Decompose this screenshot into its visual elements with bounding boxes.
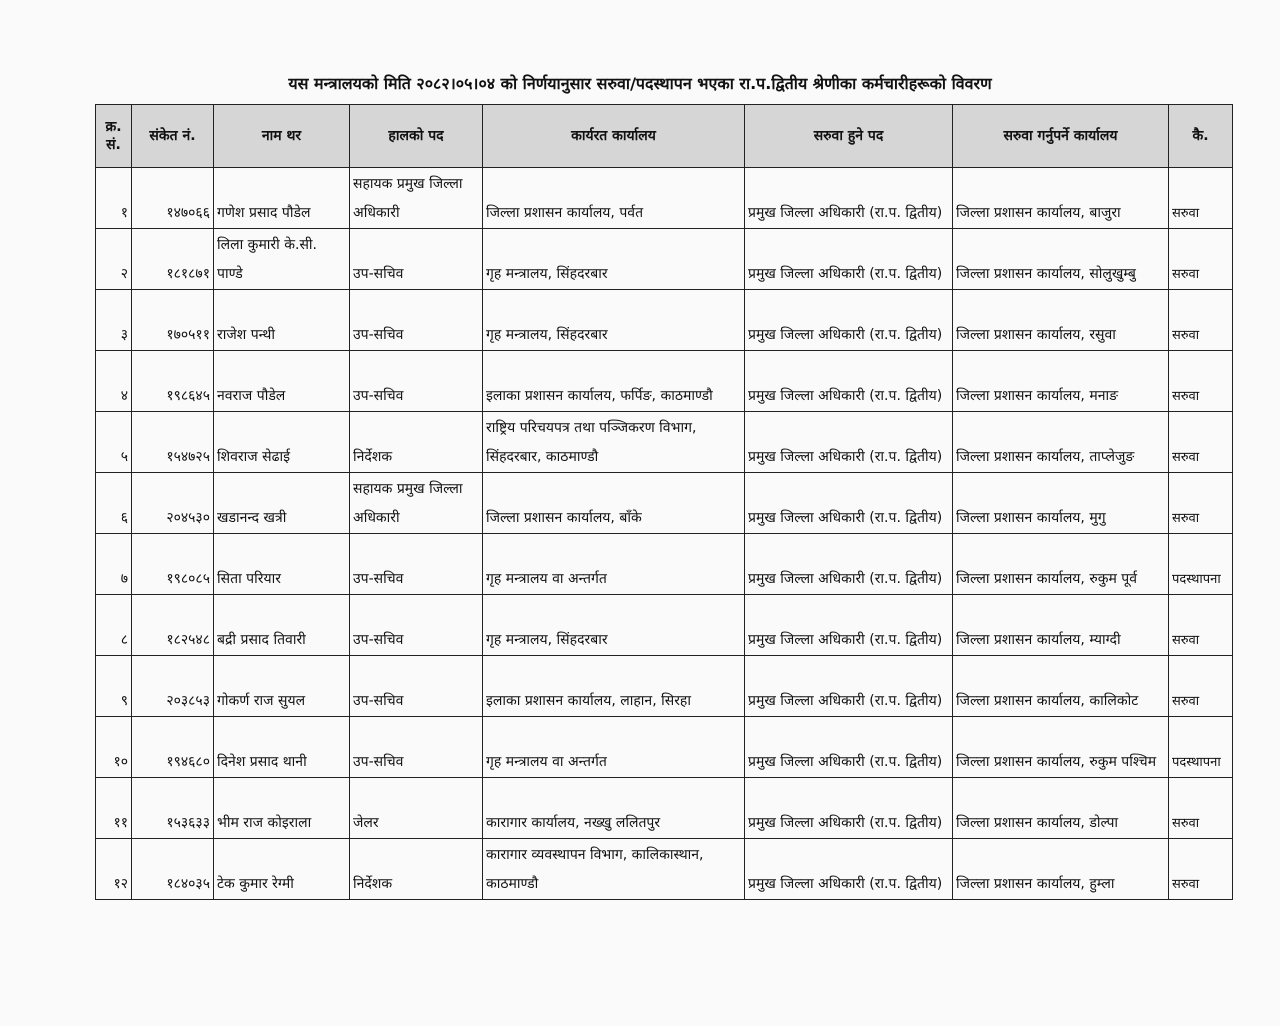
row-new-office: जिल्ला प्रशासन कार्यालय, डोल्पा [953, 778, 1169, 839]
row-code: १९८०८५ [132, 534, 214, 595]
row-sn: ५ [96, 412, 132, 473]
row-current-office: गृह मन्त्रालय, सिंहदरबार [483, 229, 745, 290]
header-current-office: कार्यरत कार्यालय [483, 105, 745, 168]
table-row [96, 534, 1233, 595]
row-name: दिनेश प्रसाद थानी [214, 717, 350, 778]
row-new-post: प्रमुख जिल्ला अधिकारी (रा.प. द्वितीय) [745, 351, 953, 412]
header-remark: कै. [1169, 105, 1233, 168]
row-new-post: प्रमुख जिल्ला अधिकारी (रा.प. द्वितीय) [745, 656, 953, 717]
table-row [96, 473, 1233, 534]
row-current-office: गृह मन्त्रालय वा अन्तर्गत [483, 717, 745, 778]
row-current-office: कारागार कार्यालय, नख्खु ललितपुर [483, 778, 745, 839]
row-new-office: जिल्ला प्रशासन कार्यालय, सोलुखुम्बु [953, 229, 1169, 290]
row-current-office: राष्ट्रिय परिचयपत्र तथा पञ्जिकरण विभाग, सिंहदरबार, काठमाण्डौ [483, 412, 745, 473]
row-code: १८१८७१ [132, 229, 214, 290]
row-code: १५३६३३ [132, 778, 214, 839]
row-code: १८४०३५ [132, 839, 214, 900]
row-new-office: जिल्ला प्रशासन कार्यालय, मुगु [953, 473, 1169, 534]
row-new-post: प्रमुख जिल्ला अधिकारी (रा.प. द्वितीय) [745, 473, 953, 534]
table-row [96, 412, 1233, 473]
row-remark: पदस्थापना [1169, 534, 1233, 595]
row-sn: ६ [96, 473, 132, 534]
row-sn: ९ [96, 656, 132, 717]
row-code: १५४७२५ [132, 412, 214, 473]
row-name: नवराज पौडेल [214, 351, 350, 412]
row-current-post: उप-सचिव [350, 656, 483, 717]
table-row [96, 229, 1233, 290]
row-code: १८२५४८ [132, 595, 214, 656]
row-new-office: जिल्ला प्रशासन कार्यालय, मनाङ [953, 351, 1169, 412]
row-remark: सरुवा [1169, 656, 1233, 717]
table-row [96, 290, 1233, 351]
row-new-post: प्रमुख जिल्ला अधिकारी (रा.प. द्वितीय) [745, 290, 953, 351]
row-current-office: जिल्ला प्रशासन कार्यालय, पर्वत [483, 168, 745, 229]
row-sn: १२ [96, 839, 132, 900]
row-new-post: प्रमुख जिल्ला अधिकारी (रा.प. द्वितीय) [745, 534, 953, 595]
row-code: १९४६८० [132, 717, 214, 778]
row-name: टेक कुमार रेग्मी [214, 839, 350, 900]
row-name: गणेश प्रसाद पौडेल [214, 168, 350, 229]
page-title: यस मन्त्रालयको मिति २०८२।०५।०४ को निर्णयानुसार सरुवा/पदस्थापन भएका रा.प.द्वितीय श्रेणीका कर्मचारीहरूको विवरण [288, 74, 992, 93]
row-name: गोकर्ण राज सुयल [214, 656, 350, 717]
row-current-post: निर्देशक [350, 839, 483, 900]
row-remark: सरुवा [1169, 473, 1233, 534]
row-remark: सरुवा [1169, 595, 1233, 656]
table-row [96, 168, 1233, 229]
row-current-post: निर्देशक [350, 412, 483, 473]
row-name: लिला कुमारी के.सी. पाण्डे [214, 229, 350, 290]
header-name: नाम थर [214, 105, 350, 168]
row-current-post: उप-सचिव [350, 229, 483, 290]
row-sn: ३ [96, 290, 132, 351]
header-new-post: सरुवा हुने पद [745, 105, 953, 168]
table-row [96, 656, 1233, 717]
row-new-post: प्रमुख जिल्ला अधिकारी (रा.प. द्वितीय) [745, 839, 953, 900]
table-row [96, 351, 1233, 412]
table-row [96, 717, 1233, 778]
header-current-post: हालको पद [350, 105, 483, 168]
row-name: शिवराज सेढाई [214, 412, 350, 473]
row-name: खडानन्द खत्री [214, 473, 350, 534]
transfer-table [95, 104, 1233, 900]
row-current-office: जिल्ला प्रशासन कार्यालय, बाँके [483, 473, 745, 534]
row-current-office: कारागार व्यवस्थापन विभाग, कालिकास्थान, काठमाण्डौ [483, 839, 745, 900]
row-new-post: प्रमुख जिल्ला अधिकारी (रा.प. द्वितीय) [745, 778, 953, 839]
row-remark: सरुवा [1169, 229, 1233, 290]
row-remark: सरुवा [1169, 290, 1233, 351]
table-row [96, 839, 1233, 900]
row-code: १९८६४५ [132, 351, 214, 412]
row-current-office: गृह मन्त्रालय, सिंहदरबार [483, 595, 745, 656]
row-current-post: सहायक प्रमुख जिल्ला अधिकारी [350, 168, 483, 229]
header-new-office: सरुवा गर्नुपर्ने कार्यालय [953, 105, 1169, 168]
header-code: संकेत नं. [132, 105, 214, 168]
row-remark: सरुवा [1169, 168, 1233, 229]
row-current-post: जेलर [350, 778, 483, 839]
row-current-office: गृह मन्त्रालय वा अन्तर्गत [483, 534, 745, 595]
row-new-office: जिल्ला प्रशासन कार्यालय, म्याग्दी [953, 595, 1169, 656]
row-current-post: सहायक प्रमुख जिल्ला अधिकारी [350, 473, 483, 534]
row-current-post: उप-सचिव [350, 534, 483, 595]
row-name: राजेश पन्थी [214, 290, 350, 351]
row-code: २०३८५३ [132, 656, 214, 717]
row-sn: ७ [96, 534, 132, 595]
row-new-office: जिल्ला प्रशासन कार्यालय, रुकुम पूर्व [953, 534, 1169, 595]
row-new-office: जिल्ला प्रशासन कार्यालय, हुम्ला [953, 839, 1169, 900]
row-new-post: प्रमुख जिल्ला अधिकारी (रा.प. द्वितीय) [745, 168, 953, 229]
row-code: १४७०६६ [132, 168, 214, 229]
row-current-post: उप-सचिव [350, 717, 483, 778]
row-new-office: जिल्ला प्रशासन कार्यालय, ताप्लेजुङ [953, 412, 1169, 473]
row-name: बद्री प्रसाद तिवारी [214, 595, 350, 656]
row-remark: सरुवा [1169, 412, 1233, 473]
row-remark: पदस्थापना [1169, 717, 1233, 778]
row-new-post: प्रमुख जिल्ला अधिकारी (रा.प. द्वितीय) [745, 229, 953, 290]
table-row [96, 778, 1233, 839]
row-new-office: जिल्ला प्रशासन कार्यालय, बाजुरा [953, 168, 1169, 229]
row-current-office: इलाका प्रशासन कार्यालय, लाहान, सिरहा [483, 656, 745, 717]
row-sn: १ [96, 168, 132, 229]
row-new-office: जिल्ला प्रशासन कार्यालय, रुकुम पश्चिम [953, 717, 1169, 778]
row-current-post: उप-सचिव [350, 351, 483, 412]
row-sn: ८ [96, 595, 132, 656]
row-code: १७०५११ [132, 290, 214, 351]
row-code: २०४५३० [132, 473, 214, 534]
row-current-post: उप-सचिव [350, 290, 483, 351]
row-current-post: उप-सचिव [350, 595, 483, 656]
row-name: भीम राज कोइराला [214, 778, 350, 839]
table-row [96, 595, 1233, 656]
row-new-post: प्रमुख जिल्ला अधिकारी (रा.प. द्वितीय) [745, 595, 953, 656]
row-remark: सरुवा [1169, 351, 1233, 412]
row-current-office: गृह मन्त्रालय, सिंहदरबार [483, 290, 745, 351]
header-sn: क्र. सं. [96, 105, 132, 168]
row-new-post: प्रमुख जिल्ला अधिकारी (रा.प. द्वितीय) [745, 412, 953, 473]
row-remark: सरुवा [1169, 778, 1233, 839]
row-sn: ११ [96, 778, 132, 839]
row-new-post: प्रमुख जिल्ला अधिकारी (रा.प. द्वितीय) [745, 717, 953, 778]
row-sn: २ [96, 229, 132, 290]
row-sn: ४ [96, 351, 132, 412]
row-current-office: इलाका प्रशासन कार्यालय, फर्पिङ, काठमाण्डौ [483, 351, 745, 412]
row-remark: सरुवा [1169, 839, 1233, 900]
row-new-office: जिल्ला प्रशासन कार्यालय, रसुवा [953, 290, 1169, 351]
table-header-row [96, 105, 1233, 168]
row-name: सिता परियार [214, 534, 350, 595]
row-new-office: जिल्ला प्रशासन कार्यालय, कालिकोट [953, 656, 1169, 717]
row-sn: १० [96, 717, 132, 778]
